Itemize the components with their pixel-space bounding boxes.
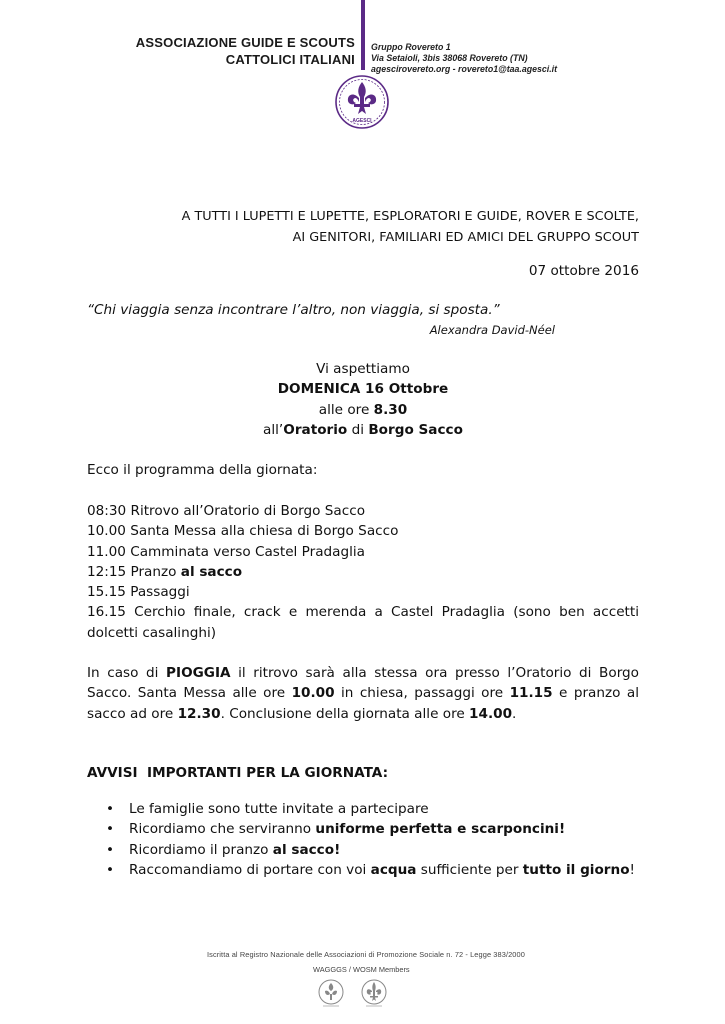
notices-list <box>87 799 639 880</box>
notice-text: Le famiglie sono tutte invitate a partecipare <box>129 801 429 817</box>
quote-author: Alexandra David-Néel <box>429 323 555 337</box>
list-item <box>87 819 639 839</box>
group-address: Via Setaioli, 3bis 38068 Rovereto (TN) <box>371 53 528 63</box>
bullet-icon: • <box>106 841 115 858</box>
rain-text: sacco ad ore <box>87 705 178 722</box>
invite-time-prefix: alle ore <box>318 401 374 418</box>
notice-text: Ricordiamo il pranzo <box>129 841 273 858</box>
rain-text: Sacco. Santa Messa alle ore <box>87 685 292 702</box>
rain-bold: 11.15 <box>509 685 553 702</box>
program-item6-line1: 16.15 Cerchio finale, crack e merenda a Castel Pradaglia (sono ben accetti <box>87 604 639 621</box>
rain-line1 <box>87 663 639 683</box>
invitation-block <box>87 359 639 440</box>
invite-place <box>87 420 639 440</box>
invite-place-oratorio: Oratorio <box>283 421 348 438</box>
addressee-line2: AI GENITORI, FAMILIARI ED AMICI DEL GRUPPO SCOUT <box>292 229 639 245</box>
org-name-line1: ASSOCIAZIONE GUIDE E SCOUTS <box>135 35 355 50</box>
group-contact-info <box>371 42 557 75</box>
list-item <box>87 840 639 860</box>
program-intro: Ecco il programma della giornata: <box>87 462 318 478</box>
invite-day <box>87 379 639 399</box>
invite-place-prefix: all’ <box>263 421 284 438</box>
rain-bold: 10.00 <box>291 685 335 702</box>
list-item <box>87 799 639 819</box>
footer-members-note: WAGGGS / WOSM Members <box>313 965 410 974</box>
letter-date: 07 ottobre 2016 <box>528 263 639 279</box>
wosm-fleur-de-lis-logo-icon <box>360 976 388 1012</box>
addressee-line1: A TUTTI I LUPETTI E LUPETTE, ESPLORATORI E GUIDE, ROVER E SCOLTE, <box>181 209 639 224</box>
program-item4-prefix: 12:15 Pranzo <box>87 563 181 580</box>
notice-text: sufficiente per <box>416 861 523 878</box>
quote-text: “Chi viaggia senza incontrare l’altro, non viaggia, si sposta.” <box>87 302 500 318</box>
group-web-email: agescirovereto.org - rovereto1@taa.agesci.it <box>371 64 558 74</box>
bullet-icon: • <box>106 801 115 817</box>
program-item: 08:30 Ritrovo all’Oratorio di Borgo Sacco <box>87 503 366 519</box>
invite-day-text: DOMENICA 16 Ottobre <box>277 381 449 398</box>
invite-time <box>87 400 639 420</box>
bullet-icon: • <box>106 821 115 838</box>
letterhead <box>0 0 725 140</box>
notices-title: AVVISI IMPORTANTI PER LA GIORNATA: <box>87 765 389 781</box>
program-item <box>87 562 639 582</box>
invite-line1: Vi aspettiamo <box>316 361 410 377</box>
footer-registry-note: Iscritta al Registro Nazionale delle Associazioni di Promozione Sociale n. 72 - Legge 383/2000 <box>207 950 525 959</box>
rain-line2 <box>87 683 639 703</box>
bullet-icon: • <box>106 861 115 878</box>
program-item: 11.00 Camminata verso Castel Pradaglia <box>87 543 366 560</box>
org-name-line2: CATTOLICI ITALIANI <box>225 52 355 67</box>
rain-text: . Conclusione della giornata alle ore <box>220 705 470 722</box>
notice-bold: uniforme perfetta e scarponcini! <box>315 821 566 838</box>
rain-text: e pranzo al <box>552 685 640 702</box>
notice-bold: acqua <box>370 861 417 878</box>
rain-bold: PIOGGIA <box>166 665 231 681</box>
rain-text: In caso di <box>87 665 167 681</box>
notice-text: Ricordiamo che serviranno <box>129 821 316 838</box>
rain-line3 <box>87 704 639 724</box>
rain-bold: 14.00 <box>469 705 513 722</box>
group-name: Gruppo Rovereto 1 <box>371 42 451 52</box>
logo-text: AGESCI <box>352 118 372 124</box>
notice-text: ! <box>629 861 635 878</box>
invite-time-value: 8.30 <box>373 401 408 418</box>
rain-bold: 12.30 <box>177 705 221 722</box>
page-footer <box>0 948 725 1024</box>
header-divider <box>361 0 365 70</box>
program-item: 10.00 Santa Messa alla chiesa di Borgo Sacco <box>87 523 399 540</box>
rain-text: in chiesa, passaggi ore <box>334 685 510 702</box>
list-item <box>87 860 639 880</box>
program-item: 15.15 Passaggi <box>87 584 190 601</box>
organization-name <box>136 34 355 68</box>
notice-text: Raccomandiamo di portare con voi <box>129 861 371 878</box>
rain-plan-paragraph <box>87 663 639 724</box>
agesci-fleur-de-lis-logo-icon <box>334 74 390 130</box>
invite-place-mid: di <box>347 421 369 438</box>
program-item4-bold: al sacco <box>180 563 243 580</box>
invite-place-name: Borgo Sacco <box>368 421 463 438</box>
addressee-block <box>182 207 639 248</box>
program-item6-line2: dolcetti casalinghi) <box>87 624 217 641</box>
program-list <box>87 501 639 643</box>
wagggs-trefoil-logo-icon <box>317 976 345 1012</box>
notice-bold: al sacco! <box>272 841 341 858</box>
rain-text: . <box>512 705 517 722</box>
rain-text: il ritrovo sarà alla stessa ora presso l’Oratorio di Borgo <box>230 665 639 681</box>
notice-bold: tutto il giorno <box>522 861 630 878</box>
